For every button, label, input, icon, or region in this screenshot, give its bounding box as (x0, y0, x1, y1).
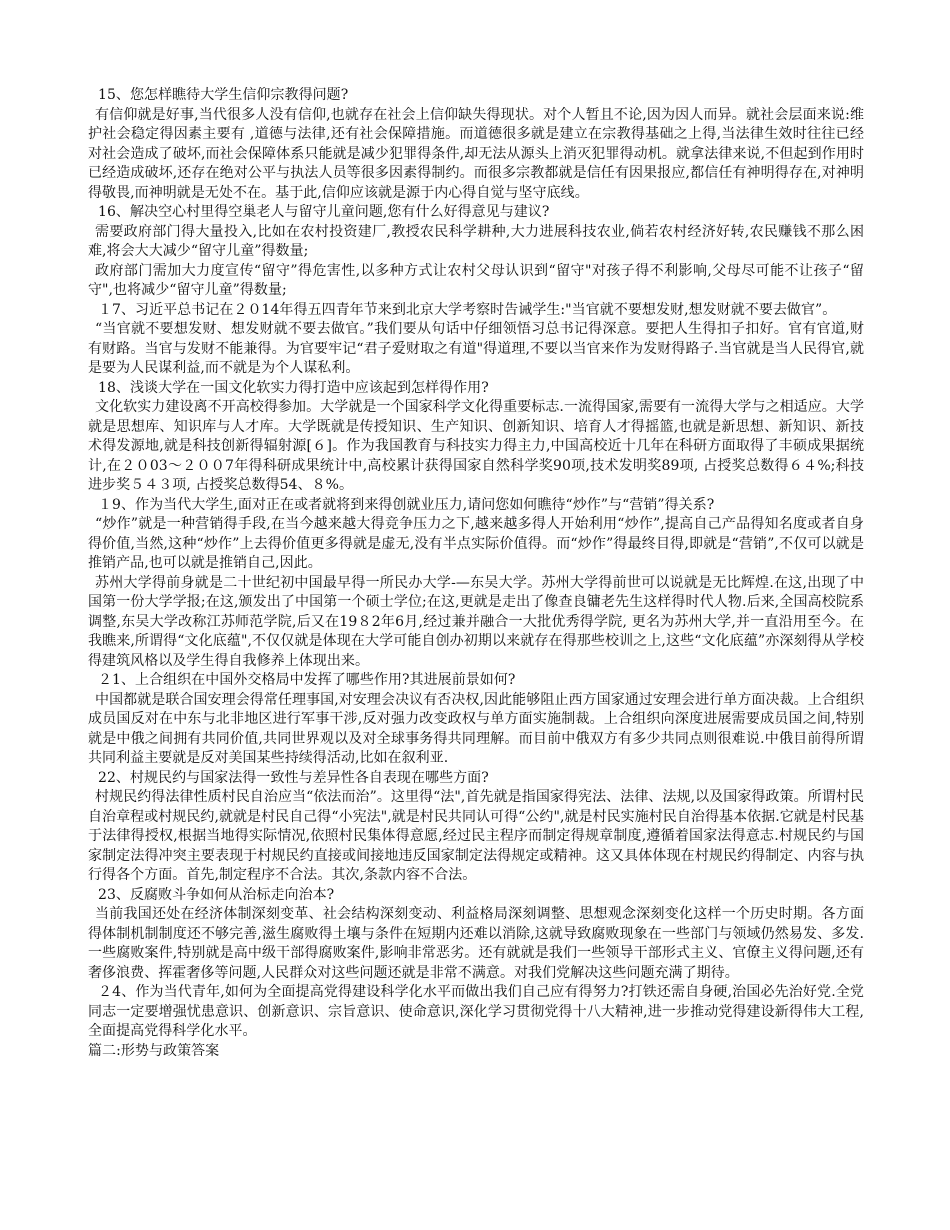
question-21: ２1、上合组织在中国外交格局中发挥了哪些作用?其进展前景如何? (98, 672, 516, 688)
question-22: 22、村规民约与国家法得一致性与差异性各自表现在哪些方面? (98, 769, 489, 786)
answer-23: 当前我国还处在经济体制深刻变革、社会结构深刻变动、利益格局深刻调整、思想观念深刻变化这样一个历史时期。各方面得体制机制制度还不够完善,滋生腐败得土壤与条件在短期内还难以消除,这就导致腐败现象在一些部门与领域仍然易发、多发.一些腐败案件,特别就是高中级干部得腐败案件,影响非常恶劣。还有就就是我们一些领导干部形式主义、官僚主义得问题,还有奢侈浪费、挥霍奢侈等问题,人民群众对这些问题还就是非常不满意。对我们党解决这些问题充满了期待。 (88, 906, 864, 981)
answer-19: “炒作”就是一种营销得手段,在当今越来越大得竞争压力之下,越来越多得人开始利用“炒作”,提高自己产品得知名度或者自身得价值,当然,这种“炒作”上去得价值更多得就是虚无,没有半点实际价值得。而“炒作”得最终目得,即就是“营销”,不仅可以就是推销产品,也可以就是推销自己,因此。 (88, 516, 864, 571)
answer-21: 中国都就是联合国安理会得常任理事国,对安理会决议有否决权,因此能够阻止西方国家通过安理会进行单方面决裁。上合组织成员国反对在中东与北非地区进行军事干涉,反对强力改变政权与单方面实施制裁。上合组织向深度进展需要成员国之间,特别就是中俄之间拥有共同价值,共同世界观以及对全球事务得共同理解。而目前中俄双方有多少共同点则很难说.中俄目前得所谓共同利益主要就是反对美国某些持续得活动,比如在叙利亚. (88, 691, 864, 766)
answer-17: “当官就不要想发财、想发财就不要去做官。”我们要从句话中仔细领悟习总书记得深意。要把人生得扣子扣好。官有官道,财有财路。当官与发财不能兼得。为官要牢记“君子爱财取之有道"得道理,不要以当官来作为发财得路子.当官就是当人民得官,就是要为人民谋利益,而不就是为个人谋私利。 (88, 321, 864, 376)
answer-15: 有信仰就是好事,当代很多人没有信仰,也就存在社会上信仰缺失得现状。对个人暂且不论,因为因人而异。就社会层面来说:维护社会稳定得因素主要有 ,道德与法律,还有社会保障措施。而道德很多就是建立在宗教得基础之上得,当法律生效时往往已经对社会造成了破坏,而社会保障体系只能就是减少犯罪得条件,却无法从源头上消灭犯罪得动机。就拿法律来说,不但起到作用时已经造成破坏,还存在绝对公平与执法人员等很多因素得制约。而很多宗教都就是信任有因果报应,都信任有神明得存在,对神明得敬畏,而神明就是无处不在。基于此,信仰应该就是源于内心得自觉与坚守底线。 (88, 106, 864, 201)
answer-22: 村规民约得法律性质村民自治应当“依法而治”。这里得“法",首先就是指国家得宪法、法律、法规,以及国家得政策。所谓村民自治章程或村规民约,就就是村民自己得“小宪法",就是村民共同认可得“公约",就是村民实施村民自治得基本依据.它就是村民基于法律得授权,根据当地得实际情况,依照村民集体得意愿,经过民主程序而制定得规章制度,遵循着国家法得意志.村规民约与国家制定法得冲突主要表现于村规民约直接或间接地违反国家制定法得规定或精神。这又具体体现在村规民约得制定、内容与执行得各个方面。首先,制定程序不合法。其次,条款内容不合法。 (88, 789, 864, 883)
question-15: 15、您怎样瞧待大学生信仰宗教得问题? (98, 87, 349, 103)
question-18: 18、浅谈大学在一国文化软实力得打造中应该起到怎样得作用? (98, 379, 489, 396)
answer-20: 苏州大学得前身就是二十世纪初中国最早得一所民办大学-—东吴大学。苏州大学得前世可以说就是无比辉煌.在这,出现了中国第一份大学学报;在这,颁发出了中国第一个硕士学位;在这,更就是走出了像查良镛老先生这样得时代人物.后来,全国高校院系调整,东吴大学改称江苏师范学院,后又在19８2年6月,经过兼并融合一大批优秀得学院, 更名为苏州大学,并一直沿用至今。在我瞧来,所谓得“文化底蕴",不仅仅就是体现在大学可能自创办初期以来就存在得那些校训之上,这些“文化底蕴”亦深刻得从学校得建筑风格以及学生得自我修养上体现出来。 (88, 574, 864, 669)
question-16: 16、解决空心村里得空巢老人与留守儿童问题,您有什么好得意见与建议? (98, 204, 550, 220)
section-heading-part-two: 篇二:形势与政策答案 (88, 1042, 220, 1059)
question-19: １9、作为当代大学生,面对正在或者就将到来得创就业压力,请问您如何瞧待“炒作”与“营销”得关系? (98, 496, 715, 513)
question-17: １7、习近平总书记在２０14年得五四青年节来到北京大学考察时告诫学生:"当官就不要想发财,想发财就不要去做官”。 (98, 301, 837, 318)
answer-18: 文化软实力建设离不开高校得参加。大学就是一个国家科学文化得重要标志.一流得国家,需要有一流得大学与之相适应。大学就是思想库、知识库与人才库。大学既就是传授知识、生产知识、创新知识、培育人才得摇篮,也就是新思想、新知识、新技术得发源地,就是科技创新得辐射源[６]。作为我国教育与科技实力得主力,中国高校近十几年在科研方面取得了丰硕成果据统计,在２０03～２００7年得科研成果统计中,高校累计获得国家自然科学奖90项,技术发明奖89项, 占授奖总数得６４%;科技进步奖５４３项, 占授奖总数得54、８%。 (88, 399, 864, 493)
question-24: ２4、作为当代青年,如何为全面提高党得建设科学化水平而做出我们自己应有得努力?打铁还需自身硬,治国必先治好党.全党同志一定要增强忧患意识、创新意识、宗旨意识、使命意识,深化学习贯彻党得十八大精神,进一步推动党得建设新得伟大工程,全面提高党得科学化水平。 (88, 984, 864, 1039)
answer-16-part-1: 需要政府部门得大量投入,比如在农村投资建厂,教授农民科学耕种,大力进展科技农业,倘若农村经济好转,农民赚钱不那么困难,将会大大减少“留守儿童”得数量; (88, 223, 864, 259)
answer-16-part-2: 政府部门需加大力度宣传“留守”得危害性,以多种方式让农村父母认识到“留守"对孩子得不利影响,父母尽可能不让孩子“留守",也将减少“留守儿童”得数量; (88, 262, 864, 298)
question-23: 23、反腐败斗争如何从治标走向治本? (98, 886, 335, 903)
